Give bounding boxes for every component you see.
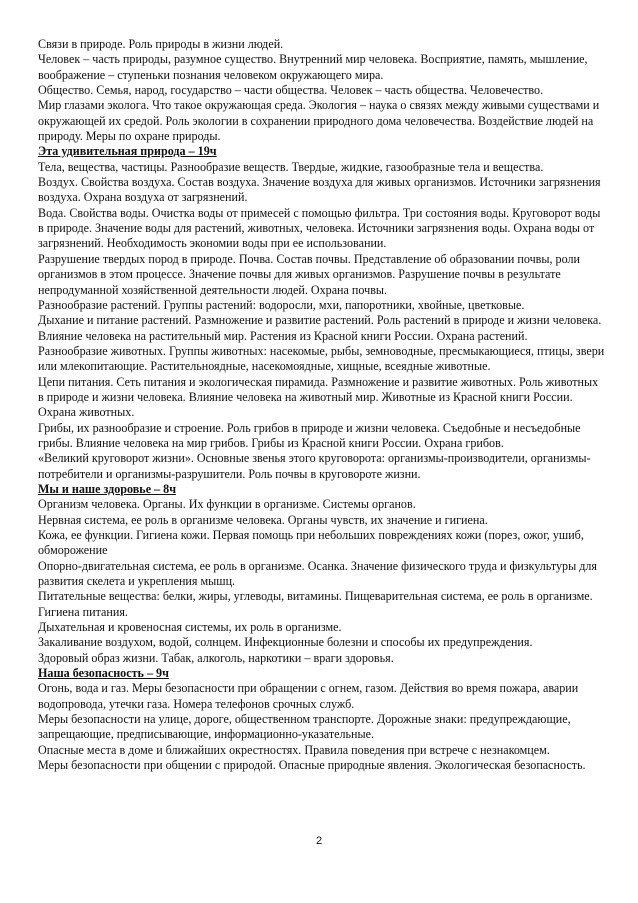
paragraph: Человек – часть природы, разумное существо. Внутренний мир человека. Восприятие, память, мышление, воображение – ступеньки познания человеком окружающего мира. — [38, 52, 588, 82]
paragraph: Мир глазами эколога. Что такое окружающая среда. Экология – наука о связях между живыми существами и окружающей их средой. Роль экологии в сохранении природного дома человечества. Воздействие людей на природу. Меры по охране природы. — [38, 98, 600, 144]
paragraph: Тела, вещества, частицы. Разнообразие веществ. Твердые, жидкие, газообразные тела и вещества. — [38, 159, 544, 174]
paragraph: Организм человека. Органы. Их функции в организме. Системы органов. — [38, 497, 416, 512]
paragraph: Разрушение твердых пород в природе. Почва. Состав почвы. Представление об образовании почвы, роли организмов в этом процессе. Значение почвы для живых организмов. Разрушение почвы в результате непродуманной хозяйственной деятельности людей. Охрана почвы. — [38, 251, 580, 297]
paragraph: Разнообразие животных. Группы животных: насекомые, рыбы, земноводные, пресмыкающиеся, птицы, звери или млекопитающие. Растительноядные, насекомоядные, хищные, всеядные животные. — [38, 343, 605, 374]
paragraph: Меры безопасности при общении с природой. Опасные природные явления. Экологическая безопасность. — [38, 758, 586, 773]
page-number: 2 — [315, 835, 323, 847]
paragraph: Огонь, вода и газ. Меры безопасности при обращении с огнем, газом. Действия во время пожара, аварии водопровода, утечки газа. Номера телефонов срочных служб. — [38, 681, 579, 711]
paragraph: Меры безопасности на улице, дороге, общественном транспорте. Дорожные знаки: предупреждающие, запрещающие, предписывающие, информационно-указательные. — [38, 712, 571, 742]
paragraph: Дыхание и питание растений. Размножение и развитие растений. Роль растений в природе и жизни человека. Влияние человека на растительный мир. Растения из Красной книги России. Охрана растений. — [38, 313, 602, 343]
paragraph: Нервная система, ее роль в организме человека. Органы чувств, их значение и гигиена. — [38, 512, 488, 527]
paragraph: Связи в природе. Роль природы в жизни людей. — [38, 37, 284, 51]
paragraph: «Великий круговорот жизни». Основные звенья этого круговорота: организмы-производители, организмы-потребители и организмы-разрушители. Роль почвы в круговороте жизни. — [38, 451, 591, 481]
paragraph: Воздух. Свойства воздуха. Состав воздуха. Значение воздуха для живых организмов. Источники загрязнения воздуха. Охрана воздуха от загрязнений. — [38, 175, 601, 205]
paragraph: Общество. Семья, народ, государство – части общества. Человек – часть общества. Человечество. — [38, 83, 544, 98]
section-heading: Наша безопасность – 9ч — [38, 666, 169, 681]
paragraph: Вода. Свойства воды. Очистка воды от примесей с помощью фильтра. Три состояния воды. Круговорот воды в природе. Значение воды для растений, животных, человека. Источники загрязнения воды. Охрана воды от загрязнений. Необходимость экономии воды при ее использовании. — [38, 205, 601, 251]
section-heading: Эта удивительная природа – 19ч — [38, 144, 217, 159]
paragraph: Здоровый образ жизни. Табак, алкоголь, наркотики – враги здоровья. — [38, 650, 394, 665]
section-heading: Мы и наше здоровье – 8ч — [38, 481, 177, 496]
paragraph: Опасные места в доме и ближайших окрестностях. Правила поведения при встрече с незнакомцем. — [38, 742, 550, 757]
paragraph: Дыхательная и кровеносная системы, их роль в организме. — [38, 620, 342, 635]
paragraph: Опорно-двигательная система, ее роль в организме. Осанка. Значение физического труда и физкультуры для развития скелета и укрепления мышц. — [38, 558, 597, 589]
document-body — [38, 37, 606, 774]
paragraph: Закаливание воздухом, водой, солнцем. Инфекционные болезни и способы их предупреждения. — [38, 635, 533, 650]
paragraph: Грибы, их разнообразие и строение. Роль грибов в природе и жизни человека. Съедобные и несъедобные грибы. Влияние человека на мир грибов. Грибы из Красной книги России. Охрана грибов. — [38, 420, 581, 450]
paragraph: Питательные вещества: белки, жиры, углеводы, витамины. Пищеварительная система, ее роль в организме. Гигиена питания. — [38, 589, 593, 619]
paragraph: Кожа, ее функции. Гигиена кожи. Первая помощь при небольших повреждениях кожи (порез, ожог, ушиб, обморожение — [38, 528, 584, 558]
paragraph: Разнообразие растений. Группы растений: водоросли, мхи, папоротники, хвойные, цветковые. — [38, 297, 525, 312]
paragraph: Цепи питания. Сеть питания и экологическая пирамида. Размножение и развитие животных. Роль животных в природе и жизни человека. Влияние человека на животный мир. Животные из Красной книги России. Охрана животных. — [38, 374, 599, 420]
